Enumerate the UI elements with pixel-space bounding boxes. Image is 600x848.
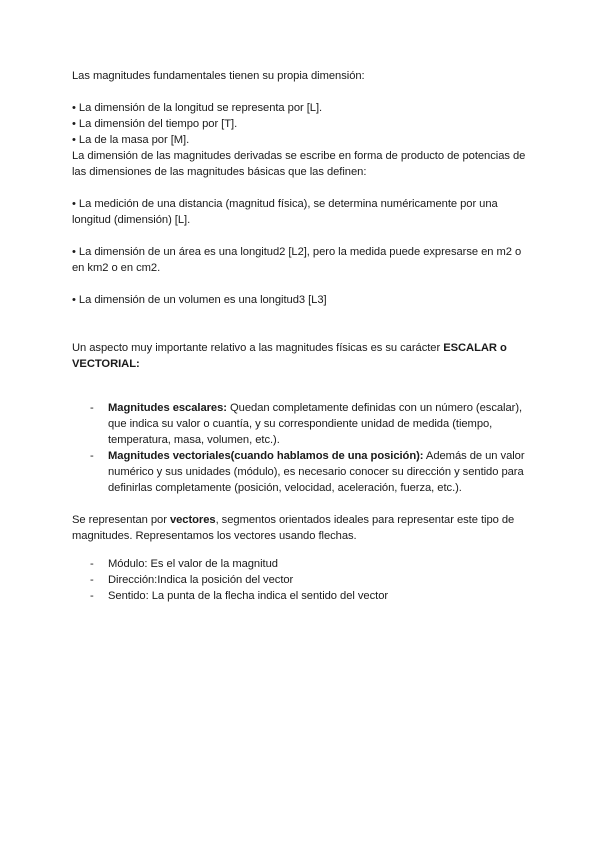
sentido-text: Sentido: La punta de la flecha indica el sentido del vector xyxy=(108,590,389,602)
vectors-bold: vectores xyxy=(169,514,216,526)
derived-intro-paragraph: La dimensión de las magnitudes derivadas se escribe en forma de producto de potencias de las dimensiones de las magnitudes básicas que las definen: xyxy=(72,150,526,178)
dash-marker: - xyxy=(90,574,94,586)
dash-marker: - xyxy=(90,590,94,602)
vector-parts-list xyxy=(72,556,532,604)
vectors-after: , segmentos orientados ideales para representar este tipo de magnitudes. Representamos los vectores usando flechas. xyxy=(72,514,515,542)
derived-distance: • La medición de una distancia (magnitud física), se determina numéricamente por una longitud (dimensión) [L]. xyxy=(72,198,498,226)
list-item-vectorial xyxy=(72,448,532,496)
derived-area: • La dimensión de un área es una longitud2 [L2], pero la medida puede expresarse en m2 o en km2 o en cm2. xyxy=(72,246,522,274)
list-item-scalar xyxy=(72,400,532,448)
vectors-before: Se representan por xyxy=(72,514,170,526)
fundamental-time: • La dimensión del tiempo por [T]. xyxy=(72,118,238,130)
derived-volume: • La dimensión de un volumen es una longitud3 [L3] xyxy=(72,294,327,306)
dash-marker: - xyxy=(90,402,94,414)
modulo-text: Módulo: Es el valor de la magnitud xyxy=(108,558,278,570)
fundamental-mass: • La de la masa por [M]. xyxy=(72,134,190,146)
magnitude-types-list xyxy=(72,400,532,496)
aspect-text: Un aspecto muy importante relativo a las magnitudes físicas es su carácter xyxy=(72,342,444,354)
scalar-text: Quedan completamente definidas con un número (escalar), que indica su valor o cuantía, y su correspondiente unidad de medida (tiempo, temperatura, masa, volumen, etc.). xyxy=(108,402,523,446)
aspect-bold: ESCALAR o VECTORIAL: xyxy=(72,342,507,370)
vectors-paragraph xyxy=(72,512,532,544)
vectorial-text: Además de un valor numérico y sus unidades (módulo), es necesario conocer su dirección y sentido para definirlas completamente (posición, velocidad, aceleración, fuerza, etc.). xyxy=(108,450,525,494)
scalar-title: Magnitudes escalares: xyxy=(108,402,227,414)
list-item-sentido xyxy=(72,588,532,604)
vectorial-title: Magnitudes vectoriales(cuando hablamos de una posición): xyxy=(108,450,424,462)
aspect-paragraph xyxy=(72,340,532,372)
fundamental-length: • La dimensión de la longitud se representa por [L]. xyxy=(72,102,323,114)
list-item-modulo xyxy=(72,556,532,572)
intro-paragraph: Las magnitudes fundamentales tienen su propia dimensión: xyxy=(72,70,365,82)
direccion-text: Dirección:Indica la posición del vector xyxy=(108,574,294,586)
dash-marker: - xyxy=(90,450,94,462)
list-item-direccion xyxy=(72,572,532,588)
document-body xyxy=(72,68,532,604)
dash-marker: - xyxy=(90,558,94,570)
